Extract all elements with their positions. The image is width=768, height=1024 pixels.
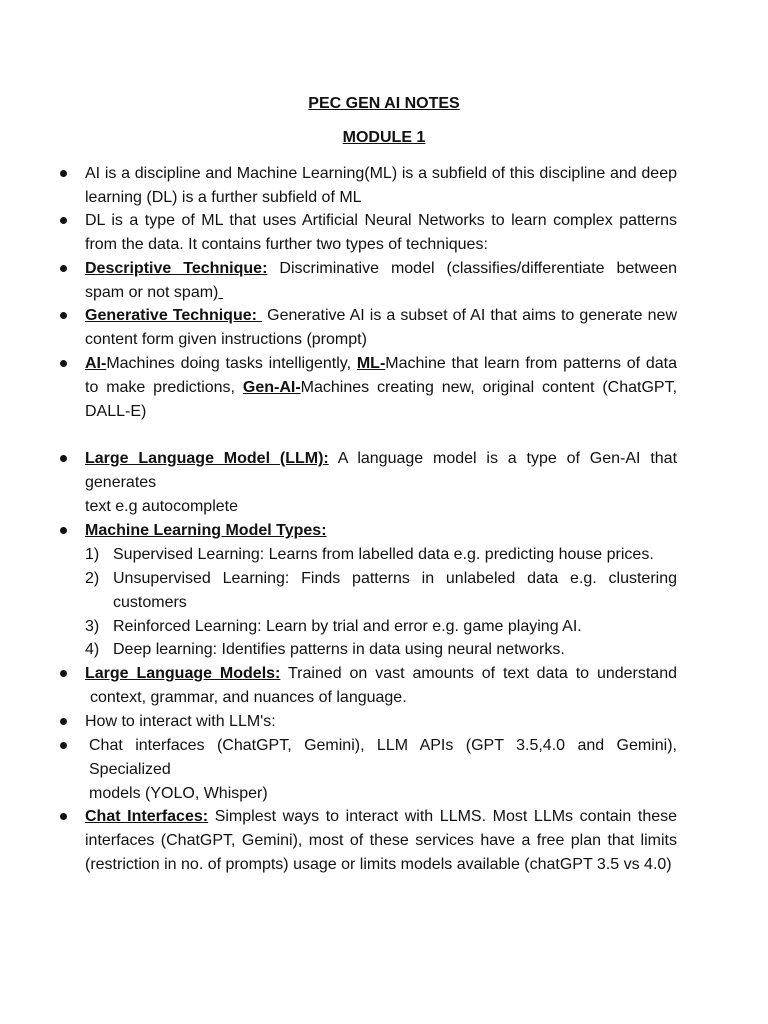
- term-label: Generative Technique:: [85, 307, 257, 324]
- text-span: A language model is a type of Gen-AI that generates: [85, 450, 678, 491]
- text-line: [85, 376, 677, 400]
- text-line: from the data. It contains further two types of techniques:: [85, 236, 488, 253]
- text-line: Reinforced Learning: Learn by trial and error e.g. game playing AI.: [113, 618, 582, 635]
- term-genai: Gen-AI-: [242, 379, 301, 396]
- term-label: Machine Learning Model Types:: [85, 522, 327, 539]
- text-line: context, grammar, and nuances of language.: [90, 689, 407, 706]
- text-line: [85, 447, 677, 495]
- list-number: 4): [85, 641, 100, 658]
- text-line: Chat interfaces (ChatGPT, Gemini), LLM APIs (GPT 3.5,4.0 and Gemini), Specialized: [89, 737, 677, 778]
- text-line: DALL-E): [85, 403, 147, 420]
- bullet-descriptive-technique: [85, 257, 677, 305]
- text-span: Discriminative model (classifies/differentiate between: [267, 260, 678, 277]
- term-ai: AI-: [85, 355, 107, 372]
- text-line: AI is a discipline and Machine Learning(ML) is a subfield of this discipline and deep: [85, 165, 677, 182]
- bullet-dot: [60, 352, 70, 362]
- text-span: Machines creating new, original content (ChatGPT,: [300, 379, 678, 396]
- text-span: Machines doing tasks intelligently,: [106, 355, 357, 372]
- text-line: [85, 257, 677, 281]
- text-line: DL is a type of ML that uses Artificial Neural Networks to learn complex patterns: [85, 212, 677, 229]
- list-number: 3): [85, 618, 100, 635]
- list-number: 2): [85, 570, 100, 587]
- trailing-underline: [218, 284, 222, 301]
- bullet-generative-technique: [85, 304, 677, 352]
- text-span: Trained on vast amounts of text data to understand: [280, 665, 678, 682]
- text-line: interfaces (ChatGPT, Gemini), most of these services have a free plan that limits: [85, 832, 677, 849]
- bullet-chat-interfaces-list: [89, 734, 677, 806]
- text-line: [85, 281, 677, 305]
- bullet-dot: [60, 710, 70, 720]
- bullet-ai-ml-genai: [85, 352, 677, 424]
- bullet-dot: [60, 162, 70, 172]
- term-label: Large Language Models:: [85, 665, 281, 682]
- bullet-dot: [60, 447, 70, 457]
- text-line: content form given instructions (prompt): [85, 331, 367, 348]
- document-title: PEC GEN AI NOTES: [308, 95, 460, 112]
- text-line: Supervised Learning: Learns from labelled data e.g. predicting house prices.: [113, 546, 654, 563]
- list-number: 1): [85, 546, 100, 563]
- bullet-dot: [60, 519, 70, 529]
- text-span: Machine that learn from patterns of data: [385, 355, 677, 372]
- bullet-dot: [60, 257, 70, 267]
- bullet-ai-discipline: [85, 162, 677, 210]
- list-item: [113, 543, 677, 567]
- text-line: [85, 805, 677, 829]
- text-line: [85, 304, 677, 328]
- bullet-dot: [60, 805, 70, 815]
- text-span: to make predictions,: [85, 379, 243, 396]
- list-item: [113, 567, 677, 615]
- term-label: Descriptive Technique:: [85, 260, 268, 277]
- bullet-dot: [60, 734, 70, 744]
- text-span: spam or not spam): [85, 284, 219, 301]
- bullet-how-to-interact: [85, 710, 677, 734]
- bullet-ml-model-types: [85, 519, 677, 543]
- text-line: [85, 352, 677, 376]
- bullet-chat-interfaces: [85, 805, 677, 877]
- text-line: (restriction in no. of prompts) usage or limits models available (chatGPT 3.5 vs 4.0): [85, 856, 672, 873]
- text-span: Simplest ways to interact with LLMS. Most LLMs contain these: [208, 808, 678, 825]
- term-label: Large Language Model (LLM):: [85, 450, 329, 467]
- text-line: [85, 662, 677, 686]
- text-line: text e.g autocomplete: [85, 498, 238, 515]
- term-ml: ML-: [356, 355, 386, 372]
- bullet-dot: [60, 209, 70, 219]
- bullet-dl-definition: [85, 209, 677, 257]
- text-line: Unsupervised Learning: Finds patterns in unlabeled data e.g. clustering: [113, 570, 677, 587]
- term-label: Chat Interfaces:: [85, 808, 209, 825]
- text-line: How to interact with LLM's:: [85, 713, 276, 730]
- bullet-large-language-models: [85, 662, 677, 710]
- text-line: learning (DL) is a further subfield of ML: [85, 189, 362, 206]
- text-line: customers: [113, 594, 187, 611]
- text-span: Generative AI is a subset of AI that aims to generate new: [262, 307, 678, 324]
- text-line: [85, 519, 677, 543]
- list-item: [113, 638, 677, 662]
- text-line: Deep learning: Identifies patterns in data using neural networks.: [113, 641, 565, 658]
- text-line: models (YOLO, Whisper): [89, 785, 268, 802]
- bullet-llm: [85, 447, 677, 519]
- bullet-dot: [60, 662, 70, 672]
- module-heading: MODULE 1: [342, 129, 426, 146]
- bullet-dot: [60, 304, 70, 314]
- list-item: [113, 615, 677, 639]
